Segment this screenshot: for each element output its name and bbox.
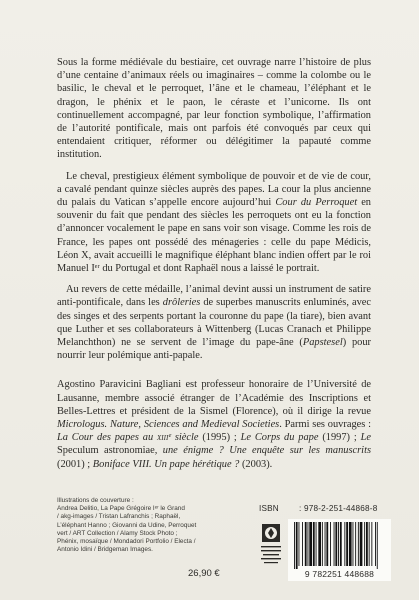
paragraph-text: Le cheval, prestigieux élément symbolique de pouvoir et de vie de cour, a cavalé pendant quinze siècles auprès des papes. La cour la plus ancienne du palais du Vatican s’appelle encore aujourd’hui [57, 170, 371, 209]
barcode-bar [322, 522, 323, 566]
isbn-barcode [288, 519, 391, 581]
barcode-bar [296, 522, 298, 569]
barcode-bars-icon [288, 519, 391, 569]
credits-line: Andrea Delitio, La Pape Grégoire Iᵉʳ le Grand [57, 505, 185, 513]
illustration-credits [57, 497, 197, 554]
barcode-bar [338, 522, 339, 566]
publisher-logo [259, 522, 283, 574]
barcode-bar [355, 522, 356, 566]
isbn-number: : 978-2-251-44868-8 [299, 504, 378, 513]
italic-title [57, 432, 199, 443]
isbn-label: ISBN [259, 504, 279, 513]
paragraph-text: Au revers de cette médaille, l’animal devint aussi un instrument de satire anti-pontificale, dans les [57, 284, 371, 309]
price-label: 26,90 € [188, 568, 220, 579]
barcode-bar [369, 522, 370, 566]
barcode-bar [334, 522, 335, 566]
description-text [57, 56, 371, 479]
barcode-bar [364, 522, 365, 566]
isbn-line [259, 504, 377, 513]
barcode-bar [366, 522, 368, 566]
italic-title: Cour du Perroquet [275, 197, 358, 209]
barcode-bar [326, 522, 328, 566]
credits-line: / akg-images / Tristan Lafranchis ; Raphaël, [57, 513, 181, 521]
barcode-bar [346, 522, 348, 566]
italic-title: Micrologus. Nature, Sciences and Medieval Societies [57, 419, 280, 431]
barcode-bar [299, 522, 300, 566]
barcode-bar [344, 522, 345, 566]
paragraph-text: ) pour nourrir leur polémique anti-papale. [57, 337, 372, 362]
barcode-bar [349, 522, 352, 566]
credits-line: Antonio Idini / Bridgeman Images. [57, 546, 153, 554]
barcode-bar [340, 522, 342, 566]
bio-text: Agostino Paravicini Bagliani est professeur honoraire de l’Université de Lausanne, membre associé étranger de l’Académie des Inscriptions et Belles-Lettres et président de la Sismel (Florence), où il dirige la revue [57, 379, 371, 417]
roman-title-part: Speculum astronomiae [57, 445, 155, 457]
barcode-bar [308, 522, 309, 566]
italic-title-part: ᵉ siècle [168, 432, 199, 444]
barcode-bar [377, 522, 378, 569]
barcode-bar [318, 522, 321, 566]
italic-title: Le [360, 432, 371, 444]
credits-line: Phénix, mosaïque / Mondadori Portfolio / Electa / [57, 538, 196, 546]
italic-title: , une énigme ? Une enquête sur les manuscrits [154, 445, 371, 457]
barcode-bar [330, 522, 331, 566]
barcode-bar [316, 522, 317, 566]
barcode-bar [309, 522, 312, 566]
italic-title-part: La Cour des papes au [57, 432, 157, 444]
paragraph-satire [57, 283, 371, 362]
credits-line: vert / ART Collection / Alamy Stock Photo ; [57, 529, 178, 537]
barcode-bar [294, 522, 295, 569]
barcode-bar [360, 522, 363, 566]
paragraph-text: en souvenir du fait que pendant des siècles les perroquets ont eu la fonction d’annoncer vocalement le pape en sans voir son visage. Comme les rois de France, les papes ont possédé des ménageries : celle du pape Médicis, Léon X, avait accueilli le magnifique éléphant blanc indien offert par le roi Manuel Iᵉʳ du Portugal et dont Raphaël nous a laissé le portrait. [57, 197, 372, 275]
century-numeral: xiii [157, 432, 169, 444]
paragraph-text: de superbes manuscrits enluminés, avec des singes et des serpents portant la couronne du pape (la tiare), bien avant que Luther et ses collaborateurs à Wittenberg (Lucas Cranach et Philippe Melanchthon) ne se servent de l’image du pape-âne ( [57, 297, 371, 349]
bio-text: (2001) ; [57, 458, 93, 470]
credits-line: L’éléphant Hanno ; Giovanni da Udine, Perroquet [57, 521, 197, 529]
barcode-bar [325, 522, 326, 566]
italic-term: drôleries [162, 297, 201, 309]
bio-text: (2003). [239, 458, 273, 470]
bio-text: . Parmi ses ouvrages : [279, 419, 371, 431]
bio-text: (1995) ; [198, 432, 241, 444]
barcode-bar [375, 522, 376, 566]
barcode-bar [371, 522, 372, 566]
publisher-logo-icon [259, 522, 283, 574]
barcode-bar [302, 522, 303, 566]
bio-text: (1997) ; [318, 432, 361, 444]
italic-title: Le Corps du pape [240, 432, 319, 444]
barcode-bar [358, 522, 359, 566]
barcode-bar [335, 522, 337, 566]
barcode-bar [305, 522, 307, 566]
barcode-digits: 9 782251 448688 [304, 569, 375, 579]
barcode-bar [313, 522, 315, 566]
paragraph-bestiaire [57, 56, 371, 162]
barcode-bar [353, 522, 354, 566]
italic-title: Boniface VIII. Un pape hérétique ? [92, 458, 240, 470]
paragraph-cheval [57, 170, 371, 276]
credits-line: Illustrations de couverture : [57, 497, 134, 504]
paragraph-text: Sous la forme médiévale du bestiaire, cet ouvrage narre l’histoire de plus d’une centaine d’animaux réels ou imaginaires – comme la colombe ou le basilic, le cheval et le perroquet, l’âne et le chameau, l’éléphant et le dragon, le phénix et le paon, le céraste et l’unicorne. Ils ont continuellement accompagné, par leur fonction symbolique, l’affirmation de l’autorité pontificale, mais ont parfois été convoqués par ceux qui entendaient critiquer, réformer ou délégitimer la papauté comme institution. [57, 57, 371, 161]
author-bio [57, 378, 371, 470]
italic-term: Papstesel [302, 337, 343, 349]
